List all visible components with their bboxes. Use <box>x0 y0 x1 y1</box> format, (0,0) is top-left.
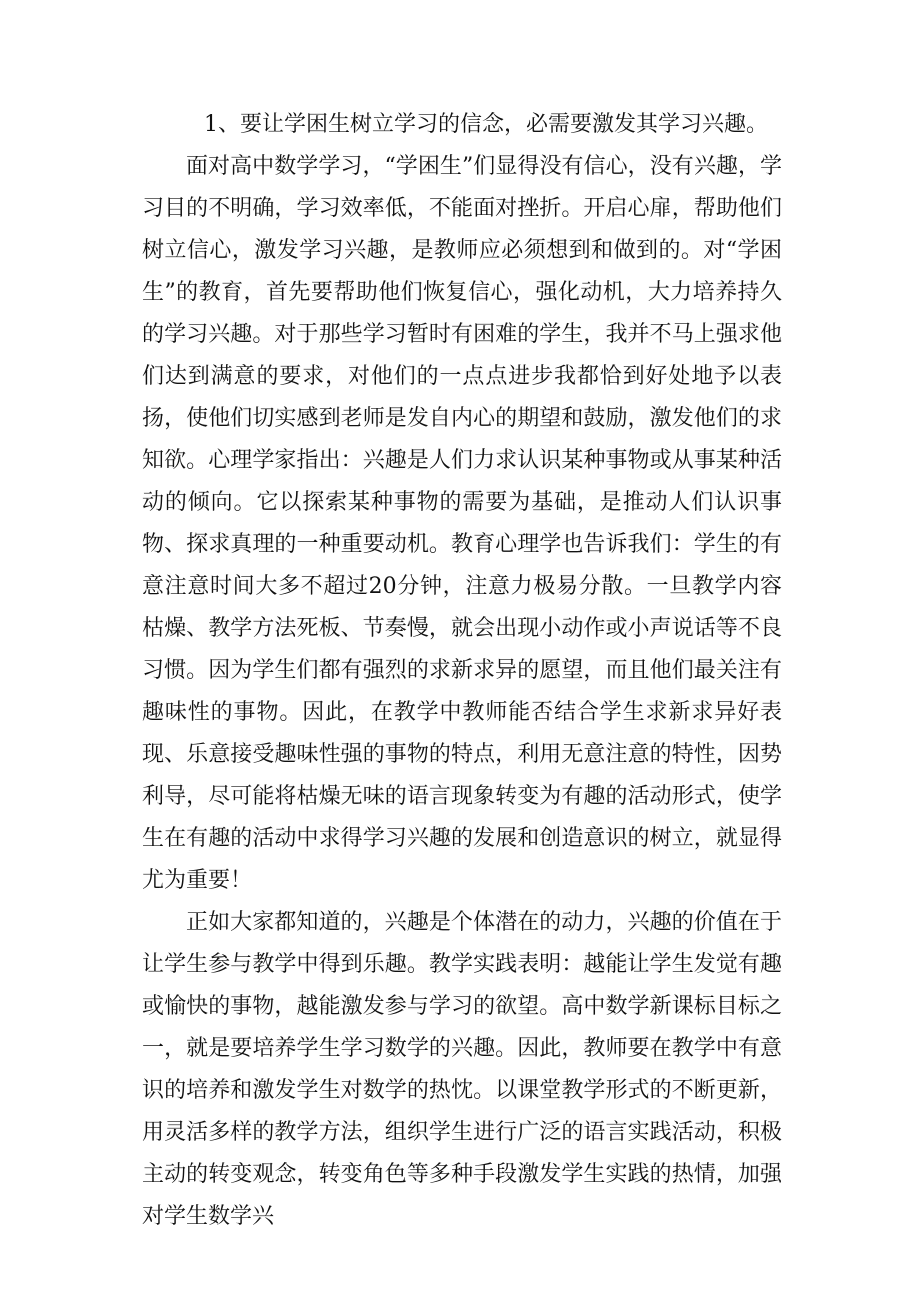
paragraph-interest-motivation: 面对高中数学学习，“学困生”们显得没有信心，没有兴趣，学习目的不明确，学习效率低，不能面对挫折。开启心扉，帮助他们树立信心，激发学习兴趣，是教师应必须想到和做到的。对“学困生”的教育，首先要帮助他们恢复信心，强化动机，大力培养持久的学习兴趣。对于那些学习暂时有困难的学生，我并不马上强求他们达到满意的要求，对他们的一点点进步我都恰到好处地予以表扬，使他们切实感到老师是发自内心的期望和鼓励，激发他们的求知欲。心理学家指出：兴趣是人们力求认识某种事物或从事某种活动的倾向。它以探索某种事物的需要为基础，是推动人们认识事物、探求真理的一种重要动机。教育心理学也告诉我们：学生的有意注意时间大多不超过20分钟，注意力极易分散。一旦教学内容枯燥、教学方法死板、节奏慢，就会出现小动作或小声说话等不良习惯。因为学生们都有强烈的求新求异的愿望，而且他们最关注有趣味性的事物。因此，在教学中教师能否结合学生求新求异好表现、乐意接受趣味性强的事物的特点，利用无意注意的特性，因势利导，尽可能将枯燥无味的语言现象转变为有趣的活动形式，使学生在有趣的活动中求得学习兴趣的发展和创造意识的树立，就显得尤为重要！ <box>142 154 782 893</box>
document-body <box>142 104 782 1238</box>
paragraph-interest-value: 正如大家都知道的，兴趣是个体潜在的动力，兴趣的价值在于让学生参与教学中得到乐趣。教学实践表明：越能让学生发觉有趣或愉快的事物，越能激发参与学习的欲望。高中数学新课标目标之一，就是要培养学生学习数学的兴趣。因此，教师要在教学中有意识的培养和激发学生对数学的热忱。以课堂教学形式的不断更新，用灵活多样的教学方法，组织学生进行广泛的语言实践活动，积极主动的转变观念，转变角色等多种手段激发学生实践的热情，加强对学生数学兴 <box>142 910 782 1229</box>
section-heading: 1、要让学困生树立学习的信念，必需要激发其学习兴趣。 <box>204 112 768 137</box>
